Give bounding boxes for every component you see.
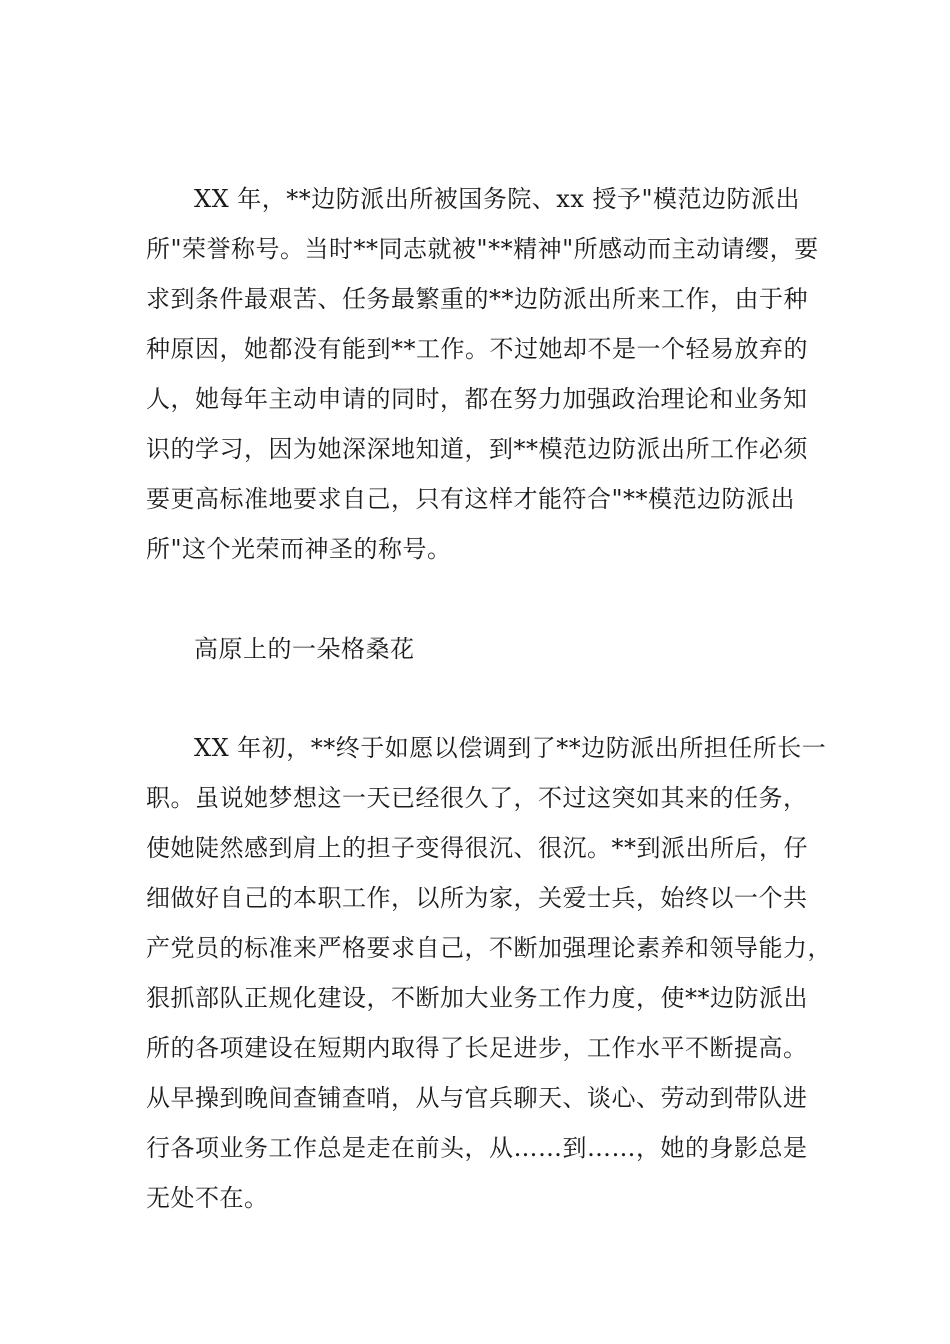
paragraph-1-line-5: 人，她每年主动申请的同时，都在努力加强政治理论和业务知 bbox=[146, 385, 808, 413]
paragraph-1-line-7: 要更高标准地要求自己，只有这样才能符合"**模范边防派出 bbox=[146, 485, 796, 513]
paragraph-1-line-2: 所"荣誉称号。当时**同志就被"**精神"所感动而主动请缨，要 bbox=[146, 235, 819, 263]
paragraph-2-line-9: 行各项业务工作总是走在前头，从……到……，她的身影总是 bbox=[146, 1134, 808, 1162]
paragraph-2-line-1: XX 年初，**终于如愿以偿调到了**边防派出所担任所长一 bbox=[194, 734, 827, 762]
paragraph-2-line-10: 无处不在。 bbox=[146, 1184, 269, 1212]
paragraph-1-line-3: 求到条件最艰苦、任务最繁重的**边防派出所来工作，由于种 bbox=[146, 285, 808, 313]
paragraph-2-line-7: 所的各项建设在短期内取得了长足进步，工作水平不断提高。 bbox=[146, 1034, 808, 1062]
paragraph-1-line-8: 所"这个光荣而神圣的称号。 bbox=[146, 535, 452, 563]
paragraph-1-line-4: 种原因，她都没有能到**工作。不过她却不是一个轻易放弃的 bbox=[146, 335, 808, 363]
section-heading: 高原上的一朵格桑花 bbox=[194, 635, 415, 663]
paragraph-2-line-3: 使她陡然感到肩上的担子变得很沉、很沉。**到派出所后，仔 bbox=[146, 834, 808, 862]
paragraph-2-line-5: 产党员的标准来严格要求自己，不断加强理论素养和领导能力， bbox=[146, 934, 832, 962]
paragraph-2-line-2: 职。虽说她梦想这一天已经很久了，不过这突如其来的任务， bbox=[146, 784, 808, 812]
paragraph-1-line-1: XX 年，**边防派出所被国务院、xx 授予"模范边防派出 bbox=[194, 185, 801, 213]
paragraph-2-line-6: 狠抓部队正规化建设，不断加大业务工作力度，使**边防派出 bbox=[146, 984, 808, 1012]
paragraph-1-line-6: 识的学习，因为她深深地知道，到**模范边防派出所工作必须 bbox=[146, 435, 808, 463]
paragraph-2-line-8: 从早操到晚间查铺查哨，从与官兵聊天、谈心、劳动到带队进 bbox=[146, 1084, 808, 1112]
paragraph-2-line-4: 细做好自己的本职工作，以所为家，关爱士兵，始终以一个共 bbox=[146, 884, 808, 912]
